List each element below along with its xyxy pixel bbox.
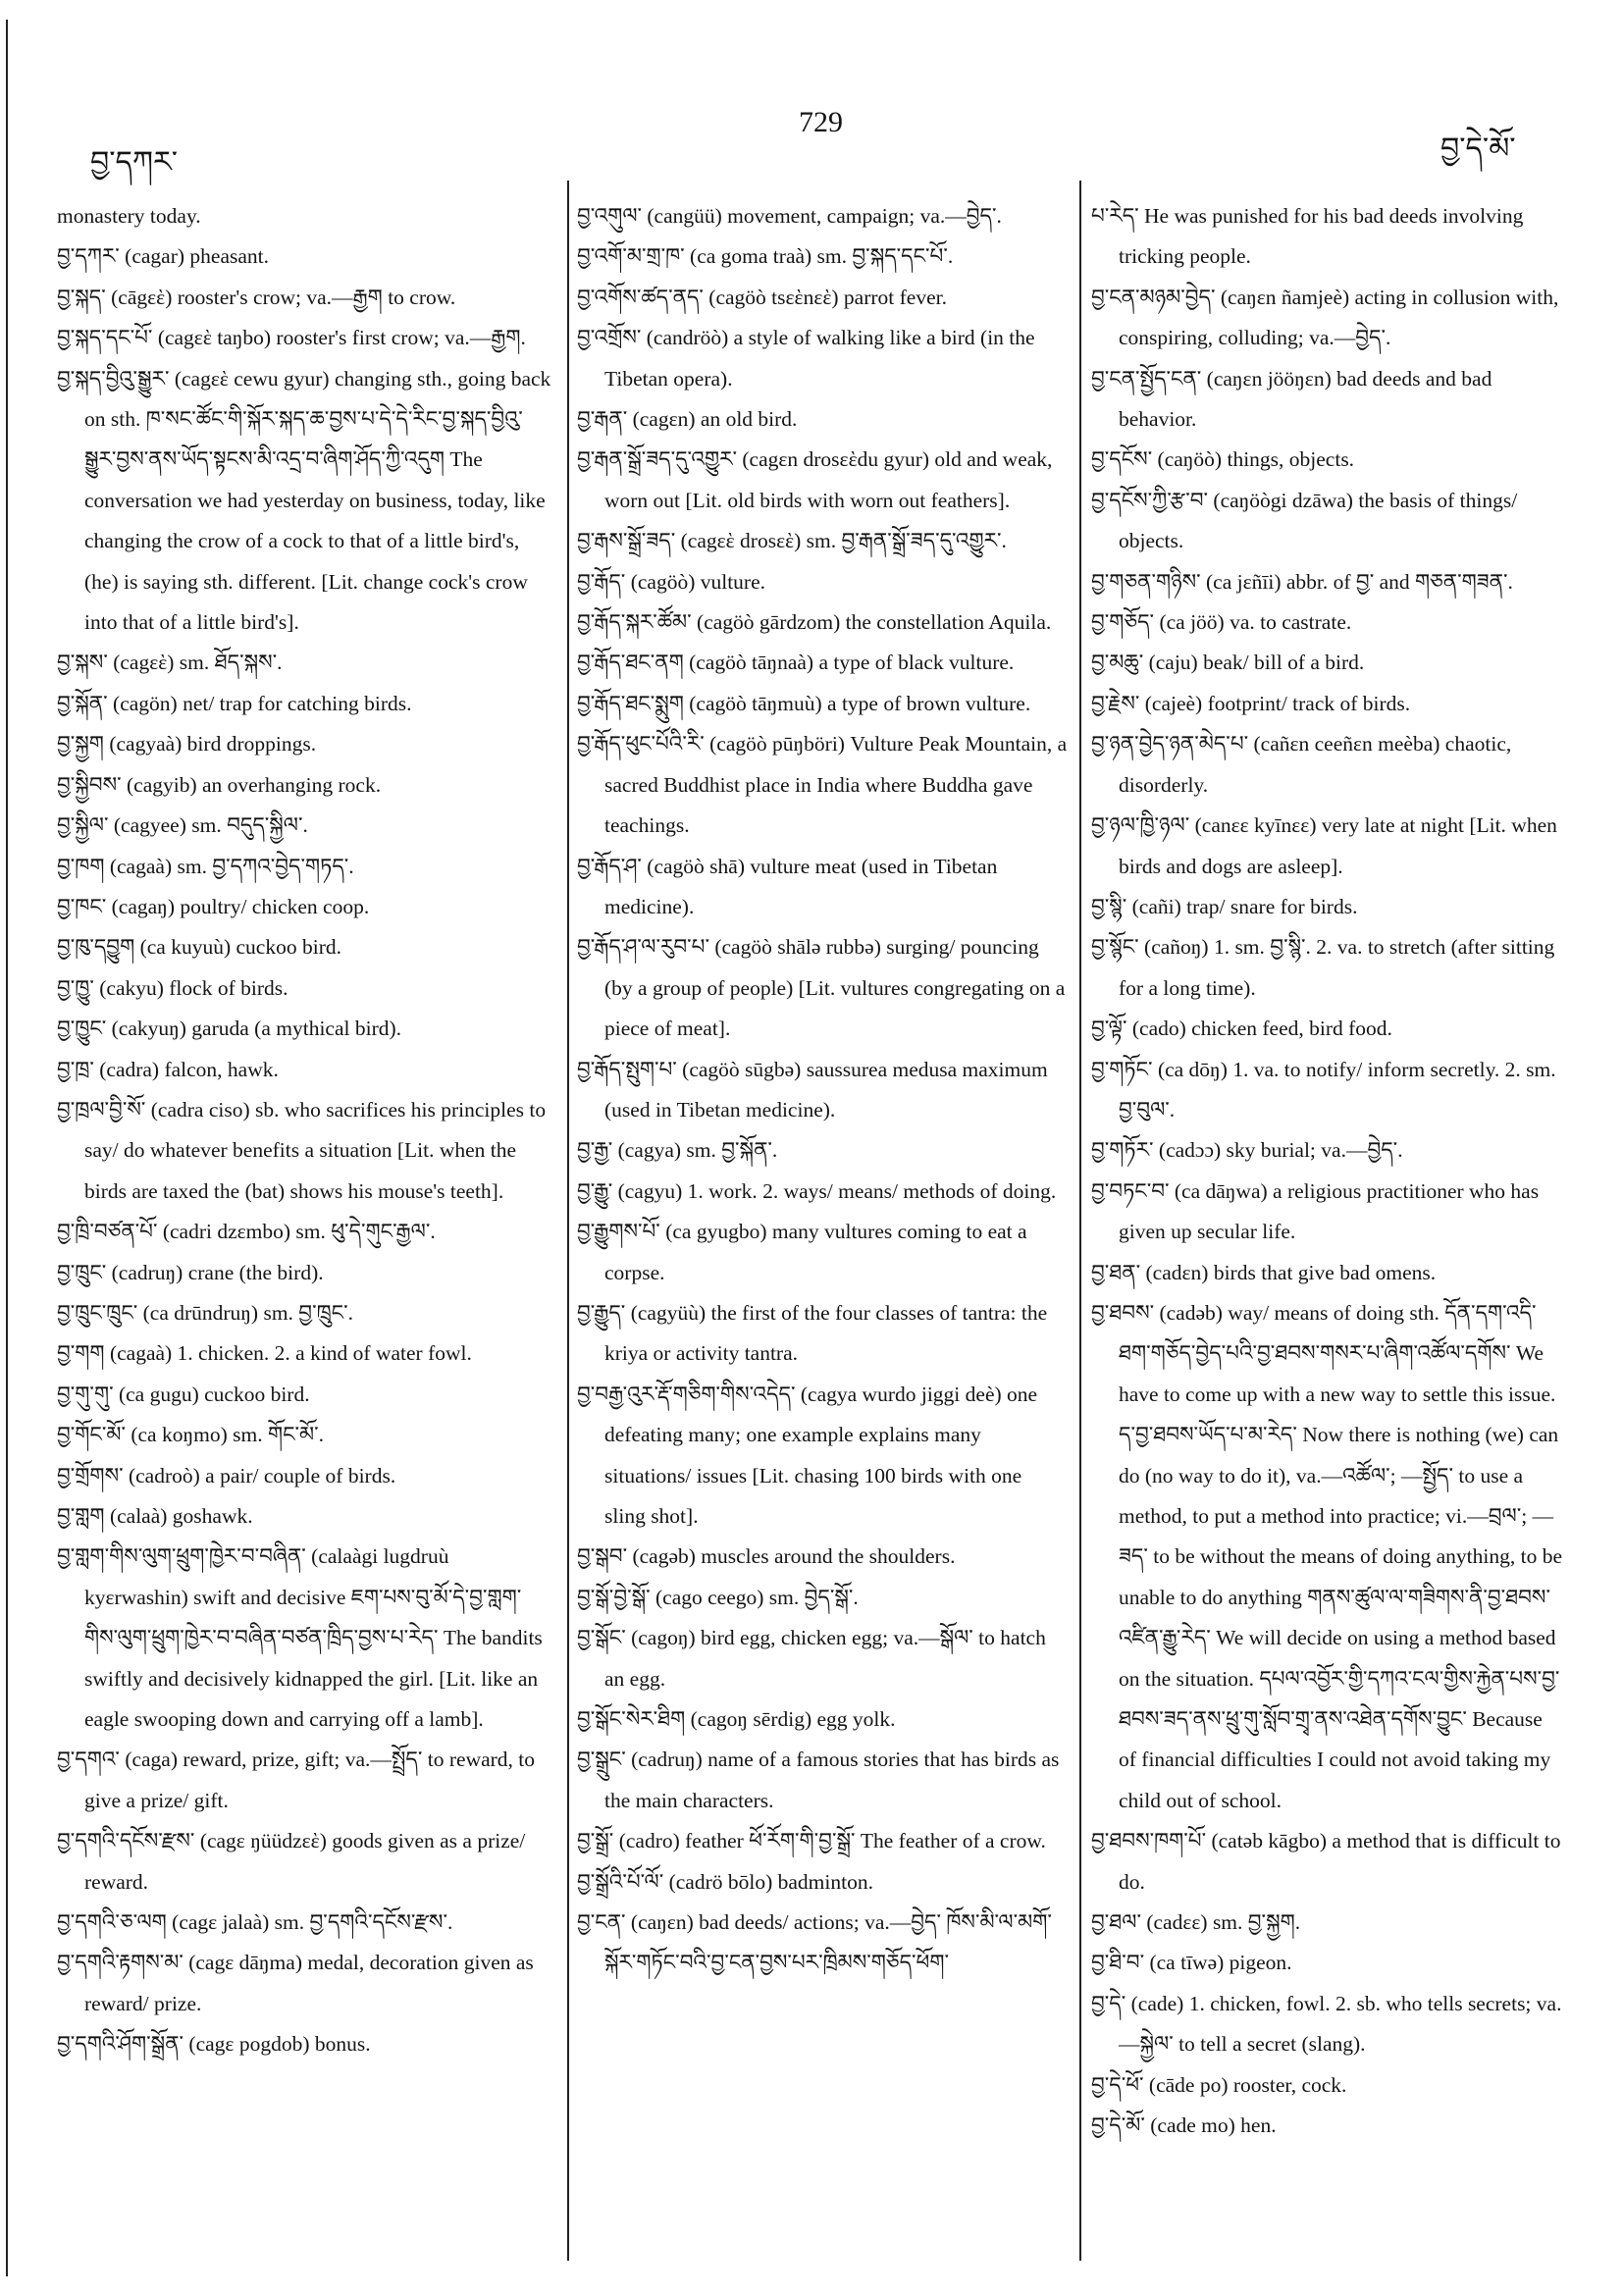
dictionary-entry: བྱ་ཐི་བ་ (ca tīwə) pigeon.	[1091, 1951, 1292, 1975]
column-divider-1	[567, 181, 569, 2261]
dictionary-entry: བྱ་སྒོང་སེར་ཐིག (cagoŋ sērdig) egg yolk.	[577, 1707, 896, 1732]
column-2	[577, 196, 1068, 1984]
dictionary-entry: བྱ་དགའི་ཅ་ལག (cagε jalaà) sm. བྱ་དགའི་དངོས་རྫས་.	[57, 1910, 453, 1935]
dictionary-entry: བྱ་དེ་ཕོ་ (cāde po) rooster, cock.	[1091, 2072, 1347, 2097]
dictionary-entry: བྱ་དགའ་ (caga) reward, prize, gift; va.—སྤྲོད་ to reward, to give a prize/ gift.	[57, 1748, 536, 1812]
dictionary-entry: བྱ་གུ་གུ་ (ca gugu) cuckoo bird.	[57, 1382, 310, 1406]
dictionary-entry: བྱ་ཐབས་ (cadəb) way/ means of doing sth. དོན་དག་འདི་ཐག་གཅོད་བྱེད་པའི་བྱ་ཐབས་གསར་པ་ཞིག་འཚོལ་དགོས་ We have to come up with a new way to settle this issue. ད་བྱ་ཐབས་ཡོད་པ་མ་རེད་ Now there is nothing (we) can do (no way to do it), va.—འཚོལ་; —སྤྱོད་ to use a method, to put a method into practice; vi.—བྲལ་; —ཟད་ to be without the means of doing anything, to be unable to do anything གནས་ཚུལ་ལ་གཟིགས་ནི་བྱ་ཐབས་འཛིན་རྒྱུ་རེད་ We will decide on using a method based on the situation. དཔལ་འབྱོར་གྱི་དཀའ་ངལ་གྱིས་རྐྱེན་པས་བྱ་ཐབས་ཟད་ནས་ཕྲུ་གུ་སློབ་གྲྭ་ནས་འཐེན་དགོས་བྱུང་ Because of financial difficulties I could not avoid taking my child out of school.	[1091, 1300, 1563, 1812]
page-number: 729	[799, 106, 843, 138]
dictionary-entry: བྱ་གཅན་གཉིས་ (ca jεñīi) abbr. of བྱ་ and གཅན་གཟན་.	[1091, 569, 1513, 594]
dictionary-entry: བྱ་སྒབ་ (cagəb) muscles around the shoulders.	[577, 1544, 956, 1569]
column-3	[1091, 196, 1562, 2147]
dictionary-entry: བྱ་དེ་མོ་ (cade mo) hen.	[1091, 2113, 1277, 2138]
dictionary-entry: བྱ་རྒྱུ་ (cagyu) 1. work. 2. ways/ means/ methods of doing.	[577, 1178, 1057, 1203]
dictionary-entry: བྱ་སྐད་བྱིའུ་སྒྱུར་ (cagεὲ cewu gyur) changing sth., going back on sth. ཁ་སང་ཚོང་གི་སྐོར་སྐད་ཆ་བྱས་པ་དེ་དེ་རིང་བྱ་སྐད་བྱིའུ་སྒྱུར་བྱས་ནས་ཡོད་སྟངས་མི་འདྲ་བ་ཞིག་ཤོད་ཀྱི་འདུག The conversation we had yesterday on business, today, like changing the crow of a cock to that of a little bird's, (he) is saying sth. different. [Lit. change cock's crow into that of a little bird's].	[57, 366, 551, 635]
dictionary-entry: བྱ་རྒོད་ཐང་སྨུག (cagöò tāŋmuù) a type of brown vulture.	[577, 691, 1031, 715]
dictionary-entry: བྱ་གླག (calaà) goshawk.	[57, 1504, 253, 1528]
dictionary-entry: བྱ་དེ་ (cade) 1. chicken, fowl. 2. sb. who tells secrets; va.—སྐྱེལ་ to tell a secret (slang).	[1091, 1991, 1562, 2057]
dictionary-entry: བྱ་གག (cagaà) 1. chicken. 2. a kind of water fowl.	[57, 1341, 472, 1366]
dictionary-entry: བྱ་འགྲོས་ (candröò) a style of walking like a bird (in the Tibetan opera).	[577, 326, 1035, 391]
dictionary-entry: བྱ་ཁང་ (cagaŋ) poultry/ chicken coop.	[57, 894, 370, 918]
dictionary-entry: བྱ་དངོས་ཀྱི་རྩ་བ་ (caŋöògi dzāwa) the basis of things/ objects.	[1091, 488, 1518, 553]
dictionary-entry: བྱ་འགོས་ཚད་ནད་ (cagöò tsεὲnεὲ) parrot fever.	[577, 285, 947, 309]
dictionary-entry: བྱ་དགའི་ཤོག་སྒྲོན་ (cagε pogdob) bonus.	[57, 2032, 371, 2057]
dictionary-entry: བྱ་ཁྲི་བཙན་པོ་ (cadri dzεmbo) sm. ཕུ་དེ་གུང་རྒྱལ་.	[57, 1220, 436, 1244]
dictionary-entry: བྱ་སྒྲོ་ (cadro) feather ཕོ་རོག་གི་བྱ་སྒྲོ་ The feather of a crow.	[577, 1829, 1046, 1853]
dictionary-entry: བྱ་རྒྱུགས་པོ་ (ca gyugbo) many vultures coming to eat a corpse.	[577, 1220, 1027, 1284]
dictionary-entry: བྱ་དགའི་རྟགས་མ་ (cagε dāŋma) medal, decoration given as reward/ prize.	[57, 1951, 534, 2015]
dictionary-entry: བྱ་ཐན་ (cadεn) birds that give bad omens.	[1091, 1260, 1437, 1284]
dictionary-entry: བྱ་གཏོར་ (cadɔɔ) sky burial; va.—བྱེད་.	[1091, 1138, 1403, 1163]
dictionary-entry: བྱ་སྐས་ (cagεὲ) sm. ཐོད་སྐས་.	[57, 651, 283, 675]
dictionary-entry: བྱ་རྒས་སྒྲོ་ཟད་ (cagεὲ drosεὲ) sm. བྱ་རྒན་སྒྲོ་ཟད་དུ་འགྱུར་.	[577, 529, 1007, 553]
dictionary-entry: བྱ་གྲོགས་ (cadroò) a pair/ couple of birds.	[57, 1463, 396, 1487]
dictionary-entry: བྱ་དངོས་ (caŋöò) things, objects.	[1091, 447, 1355, 472]
dictionary-entry: བྱ་བཏང་བ་ (ca dāŋwa) a religious practitioner who has given up secular life.	[1091, 1178, 1540, 1244]
dictionary-entry: བྱ་སྐྱག (cagyaà) bird droppings.	[57, 732, 317, 757]
dictionary-entry: བྱ་ཁྲུང་ (cadruŋ) crane (the bird).	[57, 1260, 324, 1284]
dictionary-entry: monastery today.	[57, 204, 201, 228]
dictionary-entry: བྱ་ངན་མཉམ་བྱེད་ (caŋεn ñamjeè) acting in collusion with, conspiring, colluding; va.—བྱེད་.	[1091, 285, 1559, 350]
dictionary-entry: བྱ་ངན་ (caŋεn) bad deeds/ actions; va.—བྱེད་ ཁོས་མི་ལ་མགོ་སྐོར་གཏོང་བའི་བྱ་ངན་བྱས་པར་ཁྲིམས་གཅོད་ཕོག་	[577, 1910, 1052, 1975]
dictionary-entry: བྱ་རྒན་སྒྲོ་ཟད་དུ་འགྱུར་ (cagεn drosεὲdu gyur) old and weak, worn out [Lit. old birds with worn out feathers].	[577, 447, 1053, 512]
dictionary-entry: བྱ་སྐྱིལ་ (cagyee) sm. བདུད་སྐྱིལ་.	[57, 813, 308, 838]
dictionary-entry: བྱ་སྐྱིབས་ (cagyib) an overhanging rock.	[57, 772, 382, 797]
dictionary-entry: བྱ་རྒོད་ཕུང་པོའི་རི་ (cagöò pūŋböri) Vulture Peak Mountain, a sacred Buddhist place in India where Buddha gave teachings.	[577, 732, 1068, 838]
dictionary-entry: བྱ་སྒྲོའི་པོ་ལོ་ (cadrö bōlo) badminton.	[577, 1869, 873, 1894]
dictionary-entry: བྱ་ངན་སྤྱོད་ངན་ (caŋεn jööŋεn) bad deeds and bad behavior.	[1091, 366, 1492, 432]
dictionary-entry: བྱ་ཁྱུ་ (cakyu) flock of birds.	[57, 975, 288, 1000]
dictionary-entry: བྱ་གླག་གིས་ལུག་ཕྲུག་ཁྱེར་བ་བཞིན་ (calaàgi lugdruù kyεrwashin) swift and decisive ཇག་པས་བུ་མོ་དེ་བྱ་གླག་གིས་ལུག་ཕྲུག་ཁྱེར་བ་བཞིན་བཙན་ཁྲིད་བྱས་པ་རེད་ The bandits swiftly and decisively kidnapped the girl. [Lit. like an eagle swooping down and carrying off a lamb].	[57, 1544, 543, 1732]
dictionary-entry: བྱ་འགོ་མ་གྲ་ཁ་ (ca goma traà) sm. བྱ་སྐད་དང་པོ་.	[577, 244, 954, 269]
dictionary-entry: བྱ་ཁྲལ་བྱི་སོ་ (cadra ciso) sb. who sacrifices his principles to say/ do whatever benefits a situation [Lit. when the birds are taxed the (bat) shows his mouse's teeth].	[57, 1097, 547, 1203]
dictionary-entry: བྱ་གཏོང་ (ca dōŋ) 1. va. to notify/ inform secretly. 2. sm. བྱ་བུལ་.	[1091, 1057, 1556, 1122]
column-1	[57, 196, 553, 2065]
running-head-right: བྱ་དེ་མོ་	[1440, 132, 1516, 165]
dictionary-entry: བྱ་ལྟོ་ (cado) chicken feed, bird food.	[1091, 1017, 1392, 1041]
dictionary-entry: བྱ་ཁུ་དབྱུག (ca kuyuù) cuckoo bird.	[57, 935, 341, 960]
dictionary-entry: བྱ་སྙོང་ (cañoŋ) 1. sm. བྱ་སྙི་. 2. va. to stretch (after sitting for a long time).	[1091, 935, 1555, 1000]
dictionary-entry: བྱ་བརྒྱ་འུར་རྡོ་གཅིག་གིས་འདེད་ (cagya wurdo jiggi deè) one defeating many; one example explains many situations/ issues [Lit. chasing 100 birds with one sling shot].	[577, 1382, 1038, 1528]
dictionary-entry: བྱ་གཅོད་ (ca jöö) va. to castrate.	[1091, 610, 1352, 635]
dictionary-entry: བྱ་དཀར་ (cagar) pheasant.	[57, 244, 269, 269]
dictionary-entry: བྱ་མཆུ་ (caju) beak/ bill of a bird.	[1091, 651, 1365, 675]
dictionary-entry: བྱ་སྒྲུང་ (cadruŋ) name of a famous stories that has birds as the main characters.	[577, 1748, 1060, 1812]
dictionary-entry: བྱ་ཁྱུང་ (cakyuŋ) garuda (a mythical bird).	[57, 1017, 402, 1041]
dictionary-entry: བྱ་ཁག (cagaà) sm. བྱ་དཀའ་བྱེད་གཏད་.	[57, 854, 354, 878]
dictionary-entry: བྱ་སྒོ་བྱེ་སྒོ་ (cago ceego) sm. བྱེད་སྒོ་.	[577, 1585, 859, 1609]
dictionary-entry: བྱ་ཉན་བྱེད་ཉན་མེད་པ་ (cañεn ceeñεn meèba) chaotic, disorderly.	[1091, 732, 1512, 797]
dictionary-entry: བྱ་ཁྲ་ (cadra) falcon, hawk.	[57, 1057, 279, 1081]
dictionary-entry: བྱ་རྒོད་སྐར་ཚོམ་ (cagöò gārdzom) the constellation Aquila.	[577, 610, 1052, 635]
dictionary-entry: བྱ་རྒྱ་ (cagya) sm. བྱ་སྐོན་.	[577, 1138, 778, 1163]
dictionary-entry: བྱ་ཉལ་ཁྱི་ཉལ་ (canεε kyīnεε) very late at night [Lit. when birds and dogs are asleep].	[1091, 813, 1557, 878]
dictionary-entry: བྱ་རྒན་ (cagεn) an old bird.	[577, 407, 798, 432]
dictionary-entry: བྱ་ཐལ་ (cadεε) sm. བྱ་སྐྱག.	[1091, 1910, 1301, 1935]
dictionary-entry: བྱ་འགུལ་ (cangüü) movement, campaign; va.—བྱེད་.	[577, 204, 1002, 228]
dictionary-entry: པ་རེད་ He was punished for his bad deeds involving tricking people.	[1091, 204, 1524, 269]
dictionary-entry: བྱ་སྐོན་ (cagön) net/ trap for catching birds.	[57, 691, 412, 715]
dictionary-entry: བྱ་རྒྱུད་ (cagyüù) the first of the four classes of tantra: the kriya or activity tantra.	[577, 1300, 1048, 1366]
dictionary-entry: བྱ་སྒོང་ (cagoŋ) bird egg, chicken egg; va.—སྒོལ་ to hatch an egg.	[577, 1626, 1046, 1691]
dictionary-entry: བྱ་རྗེས་ (cajeè) footprint/ track of birds.	[1091, 691, 1411, 715]
column-divider-2	[1079, 181, 1081, 2261]
dictionary-entry: བྱ་སྐད་ (cāgεὲ) rooster's crow; va.—རྒྱག to crow.	[57, 285, 456, 309]
dictionary-entry: བྱ་རྒོད་ (cagöò) vulture.	[577, 569, 766, 594]
dictionary-entry: བྱ་དགའི་དངོས་རྫས་ (cagε ŋüüdzεὲ) goods given as a prize/ reward.	[57, 1829, 526, 1894]
dictionary-entry: བྱ་རྒོད་སྤུག་པ་ (cagöò sūgbə) saussurea medusa maximum (used in Tibetan medicine).	[577, 1057, 1048, 1122]
dictionary-entry: བྱ་རྒོད་ཐང་ནག (cagöò tāŋnaà) a type of black vulture.	[577, 651, 1015, 675]
dictionary-entry: བྱ་ཐབས་ཁག་པོ་ (catəb kāgbo) a method that is difficult to do.	[1091, 1829, 1561, 1894]
running-head-left: བྱ་དཀར་	[90, 146, 179, 179]
dictionary-entry: བྱ་རྒོད་ཤ་ལ་རུབ་པ་ (cagöò shālə rubbə) surging/ pouncing (by a group of people) [Lit. vultures congregating on a piece of meat].	[577, 935, 1066, 1041]
dictionary-entry: བྱ་སྐད་དང་པོ་ (cagεὲ taŋbo) rooster's first crow; va.—རྒྱག.	[57, 326, 526, 350]
page-left-rule	[6, 20, 8, 2276]
dictionary-entry: བྱ་གོང་མོ་ (ca koŋmo) sm. གོང་མོ་.	[57, 1423, 324, 1447]
dictionary-entry: བྱ་ཁྲུང་ཁྲུང་ (ca drūndruŋ) sm. བྱ་ཁྲུང་.	[57, 1300, 353, 1325]
dictionary-entry: བྱ་རྒོད་ཤ་ (cagöò shā) vulture meat (used in Tibetan medicine).	[577, 854, 998, 918]
dictionary-entry: བྱ་སྙི་ (cañi) trap/ snare for birds.	[1091, 894, 1358, 918]
